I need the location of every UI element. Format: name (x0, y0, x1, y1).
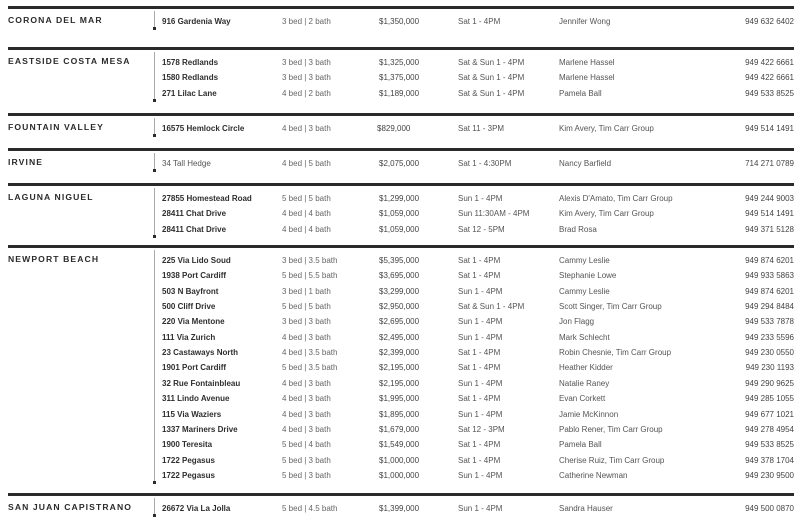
listing-agent: Marlene Hassel (559, 58, 615, 67)
listing-open-time: Sat 1 - 4PM (458, 363, 501, 373)
listing-open-time: Sun 11:30AM - 4PM (458, 209, 530, 219)
city-heading: SAN JUAN CAPISTRANO (8, 502, 133, 512)
listing-price: $1,299,000 (379, 194, 420, 203)
section-laguna-niguel (8, 183, 794, 234)
listing-row (8, 268, 794, 283)
listing-row (8, 191, 794, 206)
listing-beds-baths: 5 bed | 5 bath (282, 302, 331, 312)
listing-agent: Robin Chesnie, Tim Carr Group (559, 348, 672, 358)
listing-open-time: Sat 1 - 4:30PM (458, 159, 512, 168)
listing-open-time: Sat 12 - 5PM (458, 224, 505, 234)
listing-price: $1,679,000 (379, 424, 420, 434)
listing-row (8, 253, 794, 268)
listing-phone: 949 285 1055 (745, 394, 794, 404)
listing-row (8, 284, 794, 299)
listing-agent: Natalie Raney (559, 378, 610, 388)
listing-price: $1,549,000 (379, 440, 420, 450)
listing-price: $3,695,000 (379, 271, 420, 281)
listing-open-time: Sat 1 - 4PM (458, 348, 501, 358)
listing-open-time: Sun 1 - 4PM (458, 317, 503, 327)
listing-phone: 949 422 6661 (745, 58, 794, 67)
listing-row (8, 86, 794, 101)
listing-beds-baths: 4 bed | 3 bath (282, 124, 331, 133)
listing-agent: Pablo Rener, Tim Carr Group (559, 424, 663, 434)
listing-address: 503 N Bayfront (162, 286, 219, 296)
listing-row (8, 70, 794, 85)
listing-address: 26672 Via La Jolla (162, 504, 231, 513)
listing-open-time: Sun 1 - 4PM (458, 504, 503, 513)
listing-row (8, 501, 794, 516)
listing-address: 1900 Teresita (162, 440, 213, 450)
listing-open-time: Sun 1 - 4PM (458, 378, 503, 388)
listing-agent: Catherine Newman (559, 470, 628, 480)
listing-open-time: Sat 1 - 4PM (458, 256, 501, 265)
listing-price: $1,000,000 (379, 455, 420, 465)
listing-agent: Evan Corkett (559, 394, 606, 404)
listing-open-time: Sun 1 - 4PM (458, 470, 503, 480)
listing-price: $5,395,000 (379, 256, 420, 265)
listing-beds-baths: 3 bed | 1 bath (282, 286, 331, 296)
listing-beds-baths: 5 bed | 4.5 bath (282, 504, 338, 513)
listing-address: 500 Cliff Drive (162, 302, 216, 312)
listing-price: $1,399,000 (379, 504, 420, 513)
listing-phone: 949 233 5596 (745, 332, 794, 342)
listing-agent: Scott Singer, Tim Carr Group (559, 302, 662, 312)
section-corona-del-mar (8, 6, 794, 26)
listing-address: 1938 Port Cardiff (162, 271, 227, 281)
listing-phone: 949 371 5128 (745, 224, 794, 234)
listing-open-time: Sat 1 - 4PM (458, 440, 501, 450)
listing-phone: 949 874 6201 (745, 256, 794, 265)
listing-open-time: Sat 1 - 4PM (458, 455, 501, 465)
listing-agent: Cammy Leslie (559, 256, 610, 265)
listing-row (8, 222, 794, 237)
listing-beds-baths: 3 bed | 3 bath (282, 58, 331, 67)
listing-row (8, 376, 794, 391)
listing-open-time: Sat 1 - 4PM (458, 17, 501, 26)
listing-price: $1,000,000 (379, 470, 420, 480)
listing-address: 115 Via Waziers (162, 409, 222, 419)
listing-price: $1,189,000 (379, 88, 420, 98)
listing-row (8, 55, 794, 70)
listing-row (8, 121, 794, 136)
city-heading: NEWPORT BEACH (8, 254, 100, 264)
listing-phone: 949 230 9500 (745, 470, 794, 480)
section-san-juan-capistrano (8, 493, 794, 513)
listing-open-time: Sun 1 - 4PM (458, 409, 503, 419)
listing-price: $1,375,000 (379, 73, 420, 83)
listing-address: 28411 Chat Drive (162, 209, 227, 219)
listing-open-time: Sat & Sun 1 - 4PM (458, 73, 525, 83)
city-heading: FOUNTAIN VALLEY (8, 122, 104, 132)
listing-beds-baths: 4 bed | 3.5 bath (282, 348, 338, 358)
listing-agent: Stephanie Lowe (559, 271, 617, 281)
listing-open-time: Sun 1 - 4PM (458, 194, 503, 203)
listing-beds-baths: 4 bed | 5 bath (282, 159, 331, 168)
listing-price: $1,325,000 (379, 58, 420, 67)
listing-beds-baths: 4 bed | 3 bath (282, 424, 331, 434)
listing-agent: Brad Rosa (559, 224, 597, 234)
listing-phone: 949 278 4954 (745, 424, 794, 434)
listing-phone: 949 378 1704 (745, 455, 794, 465)
listing-address: 1578 Redlands (162, 58, 219, 67)
listing-agent: Heather Kidder (559, 363, 613, 373)
listing-address: 225 Via Lido Soud (162, 256, 231, 265)
listing-row (8, 453, 794, 468)
listing-beds-baths: 3 bed | 2 bath (282, 17, 331, 26)
listing-agent: Cammy Leslie (559, 286, 610, 296)
listing-price: $1,059,000 (379, 224, 420, 234)
listing-agent: Kim Avery, Tim Carr Group (559, 124, 654, 133)
listing-beds-baths: 5 bed | 3 bath (282, 470, 331, 480)
listing-open-time: Sat 11 - 3PM (458, 124, 505, 133)
city-heading: LAGUNA NIGUEL (8, 192, 94, 202)
listing-address: 220 Via Mentone (162, 317, 225, 327)
listing-open-time: Sat 12 - 3PM (458, 424, 505, 434)
listing-phone: 949 632 6402 (745, 17, 794, 26)
listing-phone: 949 244 9003 (745, 194, 794, 203)
listing-agent: Pamela Ball (559, 88, 602, 98)
listing-address: 16575 Hemlock Circle (162, 124, 245, 133)
listing-beds-baths: 4 bed | 3 bath (282, 409, 331, 419)
listing-phone: 949 677 1021 (745, 409, 794, 419)
listing-row (8, 345, 794, 360)
listing-open-time: Sat 1 - 4PM (458, 394, 501, 404)
listing-price: $1,895,000 (379, 409, 420, 419)
listing-price: $1,995,000 (379, 394, 420, 404)
listing-beds-baths: 5 bed | 5 bath (282, 194, 331, 203)
listing-phone: 949 500 0870 (745, 504, 794, 513)
listing-agent: Alexis D'Amato, Tim Carr Group (559, 194, 673, 203)
listing-price: $2,195,000 (379, 378, 420, 388)
listing-address: 1337 Mariners Drive (162, 424, 238, 434)
listing-beds-baths: 5 bed | 5.5 bath (282, 271, 338, 281)
listing-beds-baths: 3 bed | 3.5 bath (282, 256, 338, 265)
listing-row (8, 468, 794, 483)
listing-row (8, 422, 794, 437)
section-irvine (8, 148, 794, 168)
listing-open-time: Sat & Sun 1 - 4PM (458, 58, 525, 67)
listing-phone: 949 933 5863 (745, 271, 794, 281)
city-heading: EASTSIDE COSTA MESA (8, 56, 131, 66)
listing-beds-baths: 5 bed | 3 bath (282, 455, 331, 465)
listing-open-time: Sun 1 - 4PM (458, 286, 503, 296)
listing-beds-baths: 3 bed | 3 bath (282, 317, 331, 327)
listing-agent: Pamela Ball (559, 440, 602, 450)
section-fountain-valley (8, 113, 794, 133)
listing-beds-baths: 4 bed | 3 bath (282, 332, 331, 342)
listing-phone: 714 271 0789 (745, 159, 794, 168)
section-eastside-costa-mesa (8, 47, 794, 98)
listing-agent: Marlene Hassel (559, 73, 615, 83)
listing-address: 271 Lilac Lane (162, 88, 217, 98)
listing-address: 1722 Pegasus (162, 455, 215, 465)
city-heading: IRVINE (8, 157, 44, 167)
listing-phone: 949 422 6661 (745, 73, 794, 83)
listing-agent: Jennifer Wong (559, 17, 611, 26)
listing-beds-baths: 3 bed | 3 bath (282, 73, 331, 83)
listing-price: $829,000 (377, 124, 411, 133)
listing-beds-baths: 4 bed | 4 bath (282, 209, 331, 219)
listing-agent: Cherise Ruiz, Tim Carr Group (559, 455, 665, 465)
listing-address: 23 Castaways North (162, 348, 239, 358)
listing-price: $2,950,000 (379, 302, 420, 312)
listing-phone: 949 290 9625 (745, 378, 794, 388)
listing-agent: Mark Schlecht (559, 332, 610, 342)
listing-beds-baths: 4 bed | 4 bath (282, 224, 331, 234)
listing-row (8, 299, 794, 314)
listing-address: 311 Lindo Avenue (162, 394, 230, 404)
listing-phone: 949 514 1491 (745, 209, 794, 219)
listing-row (8, 360, 794, 375)
listing-address: 34 Tall Hedge (162, 159, 211, 168)
listing-open-time: Sat 1 - 4PM (458, 271, 501, 281)
listing-row (8, 330, 794, 345)
listing-address: 111 Via Zurich (162, 332, 216, 342)
listing-price: $2,399,000 (379, 348, 420, 358)
listing-phone: 949 533 7878 (745, 317, 794, 327)
listing-agent: Sandra Hauser (559, 504, 613, 513)
listing-address: 27855 Homestead Road (162, 194, 252, 203)
listing-beds-baths: 4 bed | 3 bath (282, 394, 331, 404)
listing-phone: 949 230 0550 (745, 348, 794, 358)
listing-price: $2,195,000 (379, 363, 420, 373)
city-heading: CORONA DEL MAR (8, 15, 103, 25)
listing-row (8, 14, 794, 29)
listing-beds-baths: 5 bed | 3.5 bath (282, 363, 338, 373)
listing-open-time: Sat & Sun 1 - 4PM (458, 88, 525, 98)
section-newport-beach (8, 245, 794, 480)
listing-phone: 949 294 8484 (745, 302, 794, 312)
listing-beds-baths: 4 bed | 2 bath (282, 88, 331, 98)
listing-price: $1,350,000 (379, 17, 420, 26)
listing-address: 1901 Port Cardiff (162, 363, 227, 373)
listing-agent: Jon Flagg (559, 317, 595, 327)
listing-agent: Jamie McKinnon (559, 409, 619, 419)
listing-row (8, 314, 794, 329)
listing-agent: Nancy Barfield (559, 159, 612, 168)
listing-row (8, 437, 794, 452)
listing-price: $2,495,000 (379, 332, 420, 342)
listing-phone: 949 874 6201 (745, 286, 794, 296)
listing-row (8, 391, 794, 406)
listing-open-time: Sat & Sun 1 - 4PM (458, 302, 525, 312)
listing-address: 1722 Pegasus (162, 470, 215, 480)
listing-address: 1580 Redlands (162, 73, 219, 83)
listing-address: 916 Gardenia Way (162, 17, 231, 26)
listing-beds-baths: 5 bed | 4 bath (282, 440, 331, 450)
listing-price: $3,299,000 (379, 286, 420, 296)
listing-row (8, 407, 794, 422)
listing-price: $1,059,000 (379, 209, 420, 219)
listing-row (8, 206, 794, 221)
listing-address: 32 Rue Fontainbleau (162, 378, 241, 388)
listing-phone: 949 533 8525 (745, 88, 794, 98)
listing-price: $2,075,000 (379, 159, 420, 168)
listing-phone: 949 514 1491 (745, 124, 794, 133)
listing-address: 28411 Chat Drive (162, 224, 227, 234)
listing-phone: 949 533 8525 (745, 440, 794, 450)
listing-price: $2,695,000 (379, 317, 420, 327)
listing-open-time: Sun 1 - 4PM (458, 332, 503, 342)
listing-row (8, 156, 794, 171)
listing-agent: Kim Avery, Tim Carr Group (559, 209, 654, 219)
listing-beds-baths: 4 bed | 3 bath (282, 378, 331, 388)
listing-phone: 949 230 1193 (745, 363, 794, 373)
